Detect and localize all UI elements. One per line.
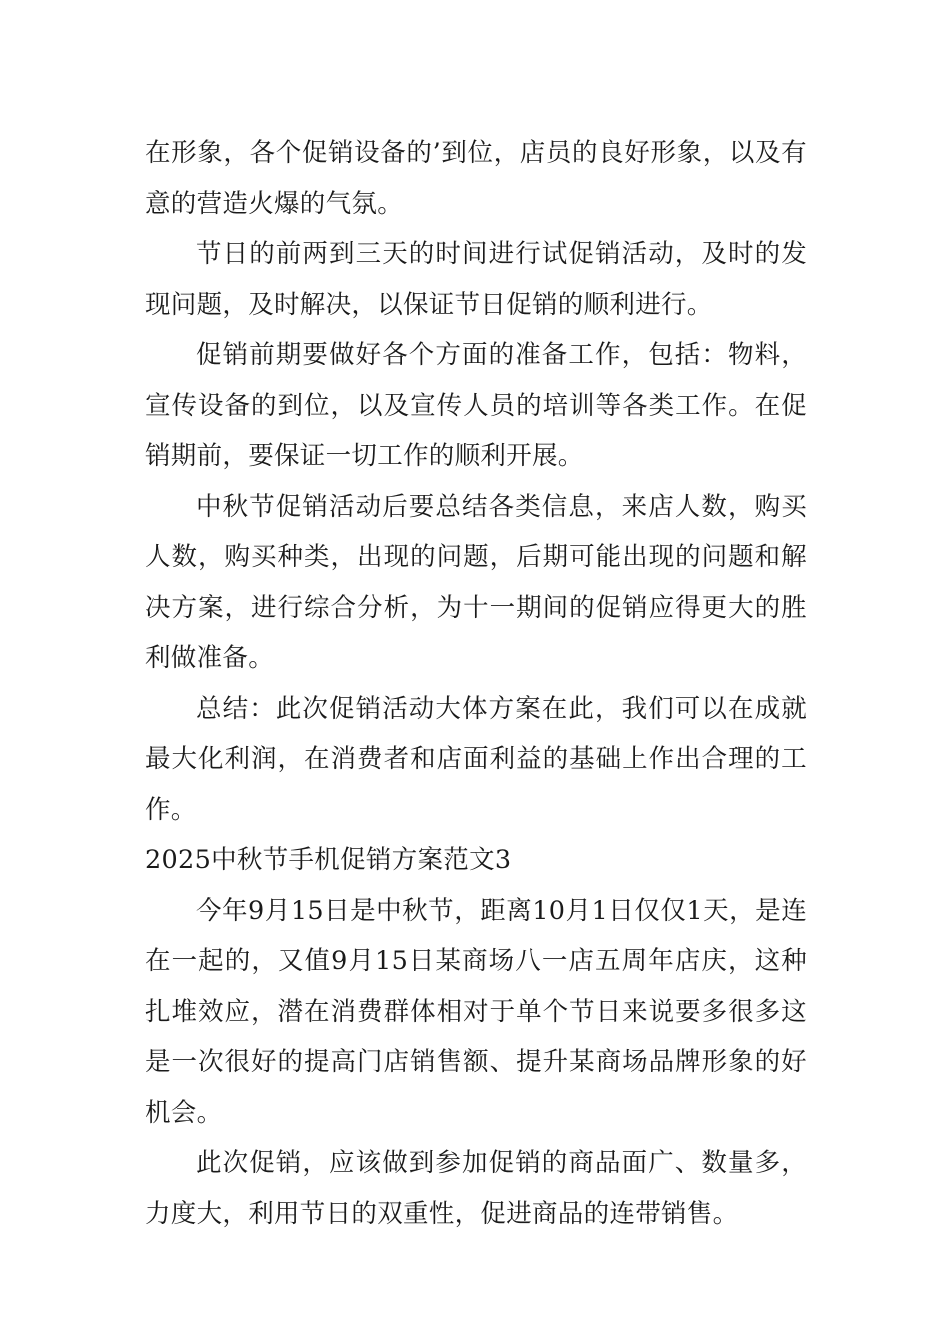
paragraph-promotion-scope: 此次促销，应该做到参加促销的商品面广、数量多，力度大，利用节日的双重性，促进商品的连带销售。 bbox=[145, 1148, 807, 1229]
paragraph-festival-timing: 今年9月15日是中秋节，距离10月1日仅仅1天，是连在一起的，又值9月15日某商场八一店五周年店庆，这种扎堆效应，潜在消费群体相对于单个节日来说要多很多这是一次很好的提高门店销售额、提升某商场品牌形象的好机会。 bbox=[145, 895, 807, 1128]
paragraph-trial-promotion: 节日的前两到三天的时间进行试促销活动，及时的发现问题，及时解决，以保证节日促销的顺利进行。 bbox=[145, 239, 807, 320]
paragraph-conclusion: 总结：此次促销活动大体方案在此，我们可以在成就最大化利润，在消费者和店面利益的基础上作出合理的工作。 bbox=[145, 693, 807, 825]
paragraph-continuation: 在形象，各个促销设备的’到位，店员的良好形象，以及有意的营造火爆的气氛。 bbox=[145, 138, 807, 219]
paragraph-post-event-summary: 中秋节促销活动后要总结各类信息，来店人数，购买人数，购买种类，出现的问题，后期可能出现的问题和解决方案，进行综合分析，为十一期间的促销应得更大的胜利做准备。 bbox=[145, 491, 807, 673]
section-heading: 2025中秋节手机促销方案范文3 bbox=[145, 845, 512, 875]
document-page bbox=[145, 128, 807, 1239]
paragraph-preparation: 促销前期要做好各个方面的准备工作，包括：物料，宣传设备的到位，以及宣传人员的培训等各类工作。在促销期前，要保证一切工作的顺利开展。 bbox=[145, 340, 807, 471]
